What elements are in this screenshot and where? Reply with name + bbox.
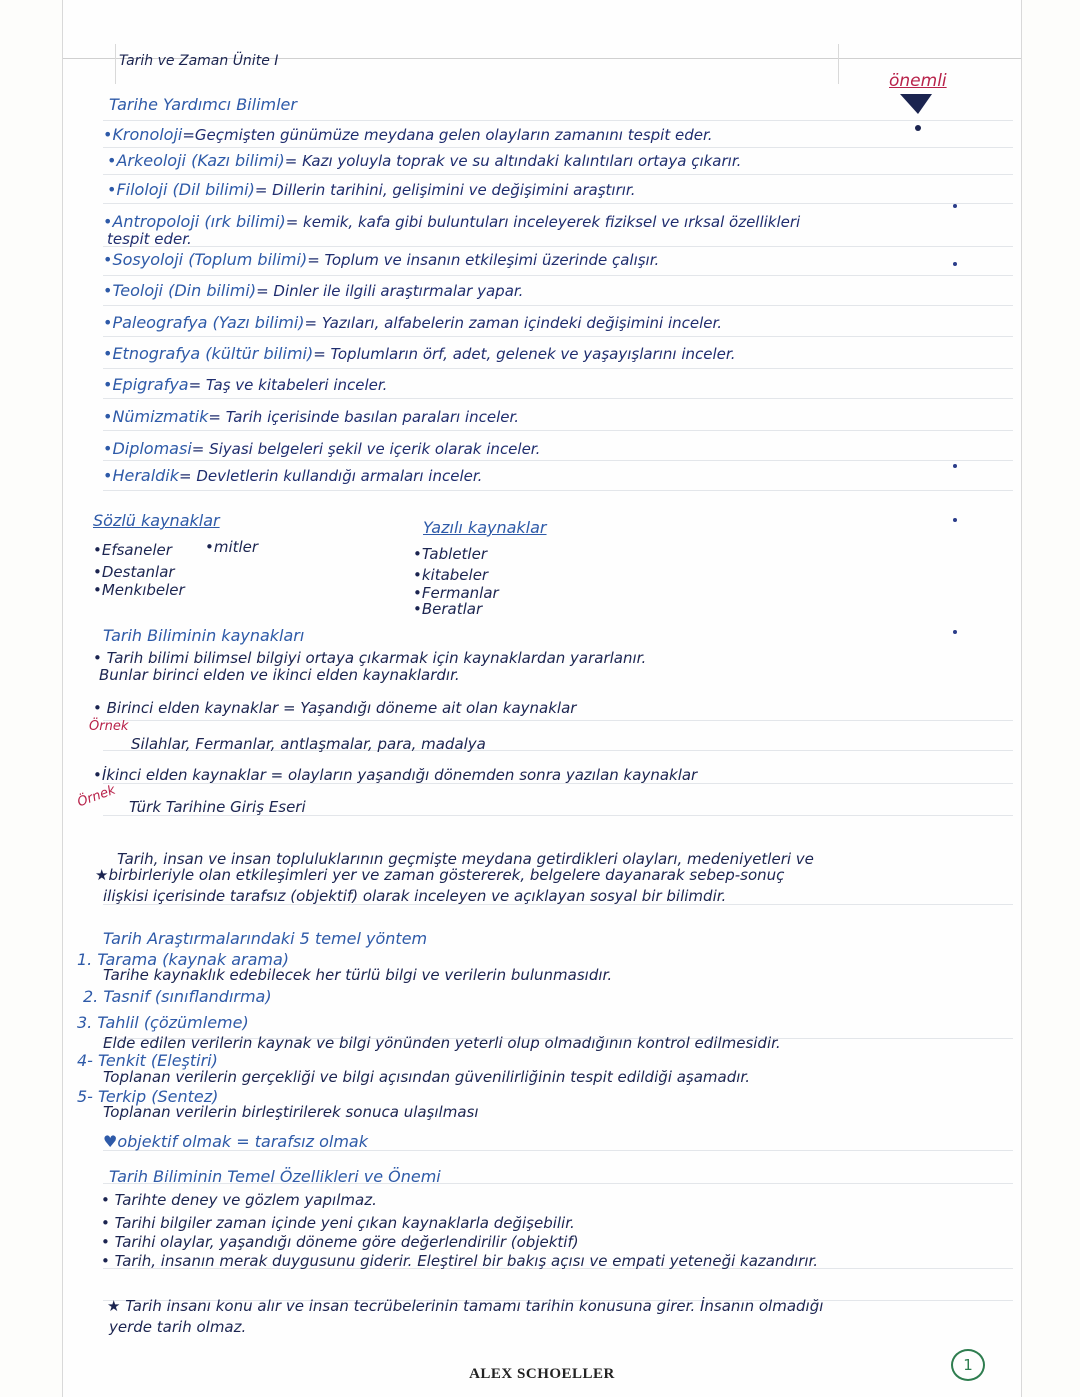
history-sources-text: • Tarih bilimi bilimsel bilgiyi ortaya çıkarmak için kaynaklardan yararlanır. [93,649,647,667]
footer-brand: ALEX SCHOELLER [469,1366,615,1382]
margin-line [115,44,116,84]
method-description: Elde edilen verilerin kaynak ve bilgi yönünden yeterli olup olmadığının kontrol edilmesidir. [103,1034,781,1052]
written-source-item: •kitabeler [413,566,489,584]
margin-dot [953,464,957,468]
auxiliary-item: •Kronoloji=Geçmişten günümüze meydana gelen olayların zamanını tespit eder. [103,125,713,144]
definition-text: ★birbirleriyle olan etkileşimleri yer ve zaman göstererek, belgelere dayanarak sebep-sonuç [95,866,785,884]
auxiliary-item: •Nümizmatik= Tarih içerisinde basılan paraları inceler. [103,407,520,426]
written-source-item: •Beratlar [413,600,483,618]
oral-sources-title: Sözlü kaynaklar [93,511,220,530]
method-title: 5- Terkip (Sentez) [77,1087,219,1106]
definition-text: ilişkisi içerisinde tarafsız (objektif) olarak inceleyen ve açıklayan sosyal bir bilimdir. [103,887,727,905]
written-source-item: •Fermanlar [413,584,499,602]
auxiliary-item-continued: tespit eder. [107,230,192,248]
margin-line [838,44,839,84]
page-number: 1 [951,1349,985,1381]
auxiliary-item: •Filoloji (Dil bilimi)= Dillerin tarihini, gelişimini ve değişimini araştırır. [107,180,636,199]
primary-sources: • Birinci elden kaynaklar = Yaşandığı döneme ait olan kaynaklar [93,699,577,717]
written-sources-title: Yazılı kaynaklar [423,518,547,537]
method-title: 3. Tahlil (çözümleme) [77,1013,249,1032]
methods-title: Tarih Araştırmalarındaki 5 temel yöntem [103,929,428,948]
exclamation-flag-icon [896,92,936,134]
auxiliary-item: •Sosyoloji (Toplum bilimi)= Toplum ve insanın etkileşimi üzerinde çalışır. [103,250,660,269]
auxiliary-item: •Etnografya (kültür bilimi)= Toplumların örf, adet, gelenek ve yaşayışlarını inceler. [103,344,736,363]
oral-source-item: •Destanlar [93,563,175,581]
margin-dot [953,262,957,266]
auxiliary-item: •Arkeoloji (Kazı bilimi)= Kazı yoluyla toprak ve su altındaki kalıntıları ortaya çıkarır. [107,151,742,170]
primary-sources-example: Silahlar, Fermanlar, antlaşmalar, para, madalya [131,735,486,753]
definition-text: Tarih, insan ve insan topluluklarının geçmişte meydana getirdikleri olayları, medeniyetleri ve [117,850,814,868]
auxiliary-item: •Epigrafya= Taş ve kitabeleri inceler. [103,375,388,394]
feature-item: • Tarihi olaylar, yaşandığı döneme göre değerlendirilir (objektif) [101,1233,579,1251]
important-label: önemli [889,71,947,91]
example-label: Örnek [89,719,129,734]
secondary-sources-example: Türk Tarihine Giriş Eseri [129,798,306,816]
history-sources-title: Tarih Biliminin kaynakları [103,626,305,645]
notebook-page [62,0,1022,1397]
method-title: 2. Tasnif (sınıflandırma) [83,987,272,1006]
top-margin-band [63,0,1021,59]
margin-dot [953,204,957,208]
unit-title: Tarih ve Zaman Ünite I [119,53,279,69]
auxiliary-item: •Teoloji (Din bilimi)= Dinler ile ilgili araştırmalar yapar. [103,281,524,300]
oral-source-item: •mitler [205,538,259,556]
margin-dot [953,518,957,522]
auxiliary-sciences-title: Tarihe Yardımcı Bilimler [109,95,297,114]
auxiliary-item: •Paleografya (Yazı bilimi)= Yazıları, alfabelerin zaman içindeki değişimini inceler. [103,313,723,332]
features-title: Tarih Biliminin Temel Özellikleri ve Önemi [109,1167,441,1186]
closing-text: ★ Tarih insanı konu alır ve insan tecrübelerinin tamamı tarihin konusuna girer. İnsanın olmadığı [107,1297,824,1315]
secondary-sources: •İkinci elden kaynaklar = olayların yaşandığı dönemden sonra yazılan kaynaklar [93,766,698,784]
feature-item: • Tarihi bilgiler zaman içinde yeni çıkan kaynaklarla değişebilir. [101,1214,575,1232]
margin-dot [953,630,957,634]
feature-item: • Tarihte deney ve gözlem yapılmaz. [101,1191,377,1209]
method-title: 4- Tenkit (Eleştiri) [77,1051,218,1070]
objective-note: ♥objektif olmak = tarafsız olmak [103,1132,368,1151]
oral-source-item: •Menkıbeler [93,581,185,599]
history-sources-text: Bunlar birinci elden ve ikinci elden kaynaklardır. [99,666,460,684]
method-description: Toplanan verilerin birleştirilerek sonuca ulaşılması [103,1103,479,1121]
auxiliary-item: •Heraldik= Devletlerin kullandığı armaları inceler. [103,466,483,485]
method-description: Tarihe kaynaklık edebilecek her türlü bilgi ve verilerin bulunmasıdır. [103,966,613,984]
example-label: Örnek [75,782,118,811]
auxiliary-item: •Antropoloji (ırk bilimi)= kemik, kafa gibi buluntuları inceleyerek fiziksel ve ırksal özellikleri [103,212,801,231]
oral-source-item: •Efsaneler [93,541,172,559]
method-description: Toplanan verilerin gerçekliği ve bilgi açısından güvenilirliğinin tespit edildiği aşamadır. [103,1068,750,1086]
closing-text: yerde tarih olmaz. [109,1318,247,1336]
written-source-item: •Tabletler [413,545,487,563]
method-title: 1. Tarama (kaynak arama) [77,950,290,969]
feature-item: • Tarih, insanın merak duygusunu giderir. Eleştirel bir bakış açısı ve empati yeteneği kazandırır. [101,1252,819,1270]
auxiliary-item: •Diplomasi= Siyasi belgeleri şekil ve içerik olarak inceler. [103,439,541,458]
